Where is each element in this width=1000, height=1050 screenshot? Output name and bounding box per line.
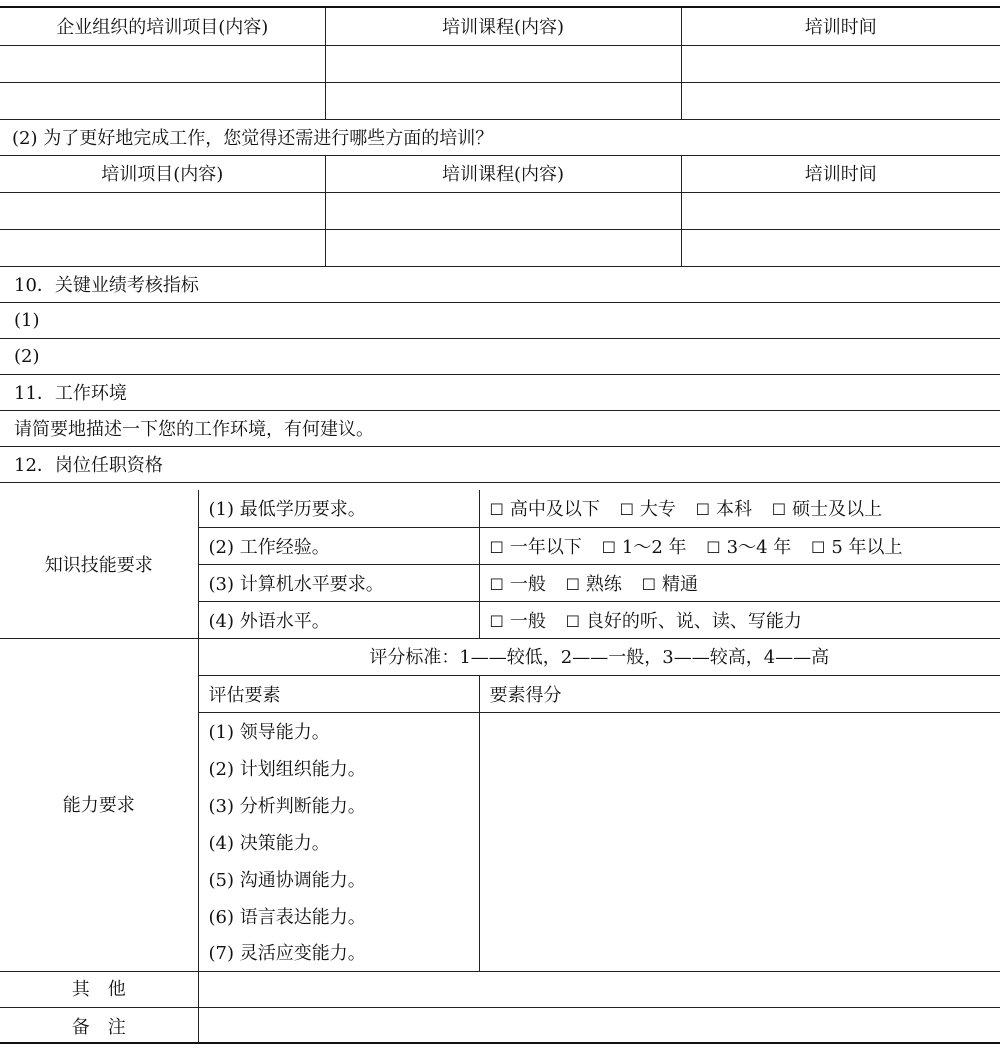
kpi-item-2[interactable]: (2) (0, 338, 1000, 374)
checkbox-icon[interactable]: ☐ (489, 500, 504, 520)
qualification-title: 12．岗位任职资格 (0, 446, 1000, 482)
table-cell[interactable] (0, 229, 325, 266)
table-cell[interactable] (681, 45, 1000, 82)
header-cell: 企业组织的培训项目(内容) (0, 8, 325, 45)
table-row (0, 1007, 1000, 1044)
checkbox-icon[interactable]: ☐ (601, 537, 616, 557)
table-cell[interactable] (325, 192, 681, 229)
checkbox-icon[interactable]: ☐ (489, 537, 504, 557)
ability-item: (6) 语言表达能力。 (198, 897, 479, 934)
header-cell: 培训项目(内容) (0, 155, 325, 192)
score-cell[interactable] (479, 934, 1000, 971)
option[interactable]: ☐ 1～2 年 (601, 536, 687, 558)
ability-label: 能力要求 (0, 638, 198, 971)
environment-prompt[interactable]: 请简要地描述一下您的工作环境，有何建议。 (0, 410, 1000, 446)
option[interactable]: ☐ 硕士及以上 (771, 499, 883, 521)
other-label: 其 他 (0, 970, 198, 1007)
table-cell[interactable] (681, 229, 1000, 266)
option[interactable]: ☐ 高中及以下 (489, 499, 600, 521)
ability-item: (3) 分析判断能力。 (198, 786, 479, 823)
header-cell: 培训课程(内容) (325, 8, 681, 45)
table-cell[interactable] (325, 45, 681, 82)
kpi-title: 10．关键业绩考核指标 (0, 266, 1000, 302)
score-cell[interactable] (479, 786, 1000, 823)
table-cell[interactable] (681, 82, 1000, 119)
list-item (0, 266, 1000, 302)
score-cell[interactable] (479, 749, 1000, 786)
checkbox-icon[interactable]: ☐ (619, 500, 634, 520)
other-remarks-table (0, 970, 1000, 1044)
table-row (0, 970, 1000, 1007)
option-group (479, 527, 1000, 564)
checkbox-icon[interactable]: ☐ (565, 574, 580, 594)
remarks-field[interactable] (198, 1007, 1000, 1044)
table-cell[interactable] (325, 229, 681, 266)
knowledge-item: (3) 计算机水平要求。 (198, 564, 479, 601)
kpi-item-1[interactable]: (1) (0, 302, 1000, 338)
training-needed-table (0, 155, 1000, 267)
option-group (479, 601, 1000, 638)
score-cell[interactable] (479, 897, 1000, 934)
score-cell[interactable] (479, 823, 1000, 860)
table-row (0, 192, 1000, 229)
header-cell: 培训时间 (681, 155, 1000, 192)
ability-item: (7) 灵活应变能力。 (198, 934, 479, 971)
option[interactable]: ☐ 大专 (619, 499, 676, 521)
checkbox-icon[interactable]: ☐ (811, 537, 826, 557)
checkbox-icon[interactable]: ☐ (771, 500, 787, 520)
knowledge-item: (1) 最低学历要求。 (198, 490, 479, 527)
ability-item: (5) 沟通协调能力。 (198, 860, 479, 897)
knowledge-table (0, 490, 1000, 639)
table-row (0, 229, 1000, 266)
option[interactable]: ☐ 5 年以上 (811, 536, 903, 558)
ability-item: (2) 计划组织能力。 (198, 749, 479, 786)
option[interactable]: ☐ 精通 (641, 573, 698, 595)
table-cell[interactable] (0, 82, 325, 119)
question-text: (2) 为了更好地完成工作，您觉得还需进行哪些方面的培训？ (0, 119, 1000, 155)
option[interactable]: ☐ 熟练 (565, 573, 622, 595)
table-cell[interactable] (681, 192, 1000, 229)
list-item (0, 338, 1000, 374)
list-item (0, 374, 1000, 410)
checkbox-icon[interactable]: ☐ (641, 574, 656, 594)
checkbox-icon[interactable]: ☐ (706, 537, 721, 557)
other-field[interactable] (198, 970, 1000, 1007)
option[interactable]: ☐ 良好的听、说、读、写能力 (565, 610, 802, 632)
table-header-row (0, 155, 1000, 192)
remarks-label: 备 注 (0, 1007, 198, 1044)
checkbox-icon[interactable]: ☐ (565, 611, 580, 631)
option[interactable]: ☐ 3～4 年 (706, 536, 792, 558)
training-current-table (0, 8, 1000, 120)
checkbox-icon[interactable]: ☐ (489, 574, 504, 594)
option[interactable]: ☐ 本科 (695, 499, 752, 521)
environment-title: 11．工作环境 (0, 374, 1000, 410)
header-cell: 培训时间 (681, 8, 1000, 45)
option[interactable]: ☐ 一般 (489, 573, 546, 595)
option[interactable]: ☐ 一年以下 (489, 536, 582, 558)
ability-item: (4) 决策能力。 (198, 823, 479, 860)
table-cell[interactable] (0, 45, 325, 82)
training-needed-question (0, 119, 1000, 156)
table-row (0, 45, 1000, 82)
option-group (479, 490, 1000, 527)
table-header-row (0, 8, 1000, 45)
table-row (0, 82, 1000, 119)
column-header-factor: 评估要素 (198, 675, 479, 712)
table-row (0, 490, 1000, 527)
knowledge-item: (2) 工作经验。 (198, 527, 479, 564)
scoring-scale: 评分标准：1——较低，2——一般，3——较高，4——高 (198, 638, 1000, 675)
table-cell[interactable] (325, 82, 681, 119)
checkbox-icon[interactable]: ☐ (489, 611, 504, 631)
ability-table (0, 638, 1000, 972)
list-item (0, 446, 1000, 482)
score-cell[interactable] (479, 860, 1000, 897)
list-item (0, 410, 1000, 446)
header-cell: 培训课程(内容) (325, 155, 681, 192)
table-row (0, 638, 1000, 675)
table-cell[interactable] (0, 192, 325, 229)
option[interactable]: ☐ 一般 (489, 610, 546, 632)
knowledge-label: 知识技能要求 (0, 490, 198, 638)
column-header-score: 要素得分 (479, 675, 1000, 712)
checkbox-icon[interactable]: ☐ (695, 500, 710, 520)
sections-block (0, 266, 1000, 483)
list-item (0, 302, 1000, 338)
bottom-rule (0, 1042, 1000, 1044)
score-cell[interactable] (479, 712, 1000, 749)
ability-item: (1) 领导能力。 (198, 712, 479, 749)
knowledge-item: (4) 外语水平。 (198, 601, 479, 638)
option-group (479, 564, 1000, 601)
